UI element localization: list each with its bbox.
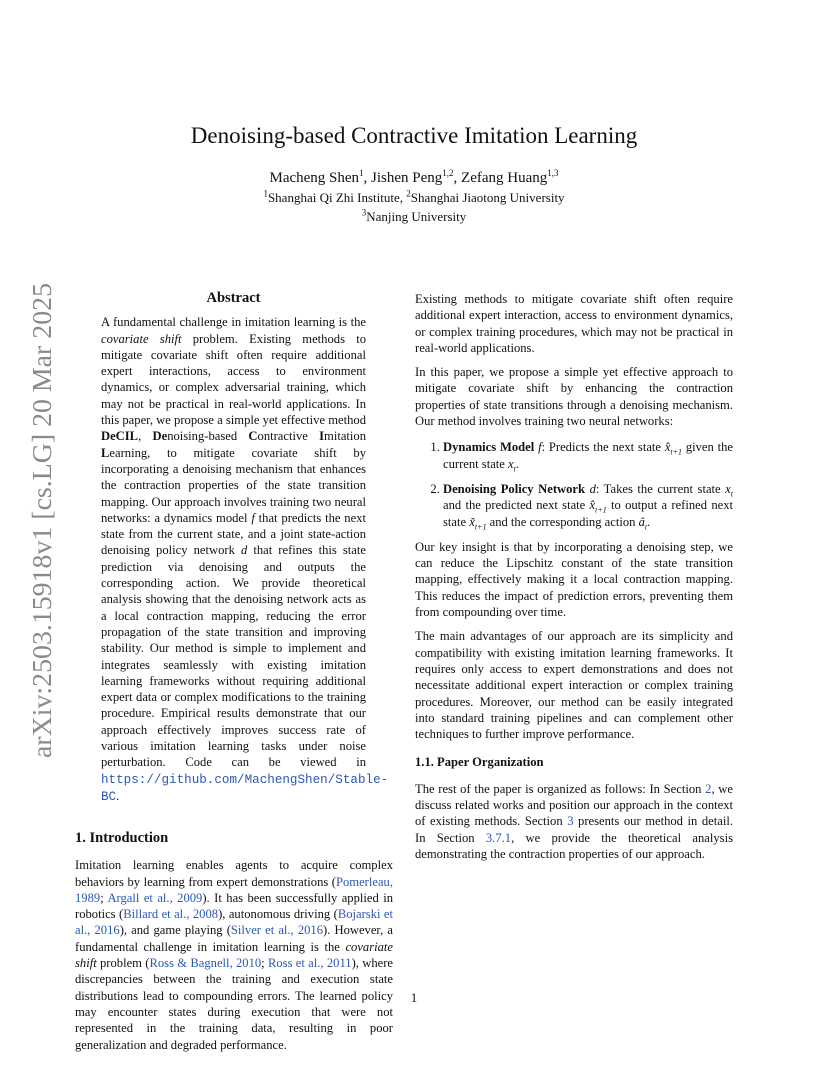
list-item-denoising-policy <box>443 481 733 530</box>
abstract-text: , <box>138 429 153 444</box>
acronym-word: noising-based <box>167 429 249 444</box>
paper-title: Denoising-based Contractive Imitation Learning <box>190 123 638 148</box>
intro-text: ), and game playing ( <box>119 923 231 938</box>
list-text: and the corresponding action <box>486 514 639 529</box>
arxiv-stamp-text: arXiv:2503.15918v1 [cs.LG] 20 Mar 2025 <box>26 289 57 758</box>
affiliation-number: 1 <box>263 188 268 199</box>
paragraph-existing-methods: Existing methods to mitigate covariate shift often require additional expert interaction, access to environment dynamics, or complex training procedures, which may not be practical in real-world applications. <box>415 292 733 355</box>
list-text: to output a refined next state <box>443 498 733 529</box>
list-text: and the predicted next state <box>443 498 590 513</box>
affiliation-number: 2 <box>406 188 411 199</box>
citation-link[interactable]: Pomerleau, 1989 <box>75 874 393 905</box>
list-item-dynamics-model <box>443 439 733 472</box>
right-column <box>415 291 733 870</box>
org-text: , we provide the theoretical analysis demonstrating the contraction properties of our approach. <box>415 830 733 861</box>
affiliations-line-1: $^1$Shanghai Qi Zhi Institute, $^2$Shanghai Jiaotong University <box>263 188 565 205</box>
math-a-hat-t: $â_t$ <box>638 514 648 532</box>
list-text: . <box>647 514 651 529</box>
intro-text: ), where discrepancies between the training and execution state distributions lead to compounding errors. The learned policy may encounter states during execution that were not represented in the training data, resulting in poor generalization and degraded performance. <box>75 956 393 1052</box>
emphasis-term: covariate shift <box>75 939 393 971</box>
introduction-section <box>75 830 393 1053</box>
list-item-title: Dynamics Model <box>443 440 535 455</box>
paragraph-key-insight: Our key insight is that by incorporating a denoising step, we can reduce the Lipschitz constant of the state transition mapping, effectively making it a local contraction mapping. This reduces the impact of prediction errors, preventing them from compounding over time. <box>415 539 733 620</box>
list-text: : Predicts the next state <box>541 440 665 455</box>
acronym-letter: L <box>101 445 110 460</box>
intro-text: ; <box>261 956 268 971</box>
author-affiliation-mark: 1 <box>359 168 364 178</box>
abstract-heading: Abstract <box>206 290 261 306</box>
math-x-hat-t1: $x̂_{t+1}$ <box>664 440 683 457</box>
citation-link[interactable]: Billard et al., 2008 <box>123 907 219 922</box>
math-variable: f <box>251 510 255 525</box>
paragraph-proposal: In this paper, we propose a simple yet effective approach to mitigate covariate shift by enhancing the contraction properties of state transitions through a denoising mechanism. Our method involves training two neural networks: <box>415 365 733 429</box>
method-acronym: DeCIL <box>101 429 139 444</box>
abstract-section <box>101 290 389 805</box>
affiliations-line-2 <box>0 209 828 225</box>
abstract-text: problem. Existing methods to mitigate covariate shift often require additional expert interactions, access to environment dynamics, or complex adversarial training, which may not be practical in real-world applications. In this paper, we propose a simple yet effective method <box>101 331 367 428</box>
abstract-body <box>101 314 389 805</box>
emphasis-term: covariate shift <box>101 331 182 346</box>
org-text: , we discuss related works and position our approach in the context of existing methods. Section <box>415 781 733 829</box>
org-text: presents our method in detail. In Section <box>415 814 733 845</box>
citation-link[interactable]: Silver et al., 2016 <box>230 923 324 938</box>
section-link[interactable]: 3 <box>567 814 574 829</box>
author-name: Zefang Huang <box>461 170 548 186</box>
acronym-letter: C <box>248 429 258 444</box>
intro-text: ). However, a fundamental challenge in imitation learning is the <box>75 923 393 954</box>
citation-link[interactable]: Bojarski et al., 2016 <box>75 907 393 938</box>
code-url-link[interactable]: https://github.com/MachengShen/Stable-BC <box>101 772 389 804</box>
abstract-text: A fundamental challenge in imitation learning is the <box>101 315 366 330</box>
math-x-t: $x_t$ <box>725 481 733 499</box>
paper-organization-heading: 1.1. Paper Organization <box>415 755 544 770</box>
math-x-hat-t1: $x̂_{t+1}$ <box>589 498 607 515</box>
acronym-letter: I <box>319 429 325 444</box>
section-link[interactable]: 2 <box>705 781 712 796</box>
page-number: 1 <box>410 990 418 1005</box>
math-variable: d <box>589 481 596 496</box>
abstract-text: that refines this state prediction via denoising and outputs the corresponding action. We provide theoretical analysis showing that the denoising network acts as a local contraction mapping, reducing the error propagation of the state transition and improving stability. Our method is simple to implement and integrates seamlessly with existing imitation learning frameworks without requiring additional expert data or complex modifications to the training procedure. Empirical results demonstrate that our approach effectively improves success rate of various imitation learning tasks under noise perturbation. Code can be viewed in <box>101 543 366 770</box>
abstract-text: , to mitigate covariate shift by incorporating a denoising mechanism that enhances the contraction properties of the state transition mapping. Our approach involves training two neural networks: a dynamics model <box>101 445 366 525</box>
intro-text: ; <box>100 890 108 905</box>
author-list: Macheng Shen$^1$, Jishen Peng$^{1,2}$, Zefang Huang$^{1,3}$ <box>269 168 559 186</box>
paragraph-advantages: The main advantages of our approach are its simplicity and compatibility with existing imitation learning frameworks. It requires only access to expert demonstrations and does not necessitate additional expert interaction or complex training procedures. Moreover, our method can be easily integrated into standard training pipelines and can complement other techniques to further improve performance. <box>415 629 733 742</box>
math-x-t: $x_t$ <box>508 456 516 474</box>
author-affiliation-mark: 1,2 <box>442 168 454 178</box>
abstract-text: . <box>116 788 120 803</box>
math-variable: f <box>538 440 542 455</box>
introduction-heading: 1. Introduction <box>75 830 169 846</box>
acronym-word: earning <box>109 445 148 460</box>
list-text: . <box>515 456 520 471</box>
citation-link[interactable]: Ross et al., 2011 <box>267 956 352 971</box>
author-name: Macheng Shen <box>269 170 360 186</box>
citation-link[interactable]: Ross & Bagnell, 2010 <box>149 956 262 971</box>
affiliation-number: 3 <box>361 207 367 218</box>
arxiv-stamp <box>16 283 60 758</box>
paragraph-organization <box>415 781 733 862</box>
citation-link[interactable]: Argall et al., 2009 <box>107 890 203 905</box>
affiliation-name: Shanghai Qi Zhi Institute <box>267 190 400 205</box>
network-list <box>415 439 733 532</box>
acronym-word: mitation <box>324 429 367 444</box>
arxiv-stamp-svg <box>16 283 60 758</box>
list-item-title: Denoising Policy Network <box>443 481 586 496</box>
affiliation-name: Nanjing University <box>366 209 467 224</box>
acronym-letter: De <box>152 429 168 444</box>
list-text: given the current state <box>443 440 733 471</box>
list-text: : Takes the current state <box>595 481 726 496</box>
section-link[interactable]: 3.7.1 <box>485 830 512 845</box>
intro-text: Imitation learning enables agents to acquire complex behaviors by learning from expert demonstrations ( <box>75 858 393 889</box>
introduction-body <box>75 857 393 1053</box>
intro-text: ), autonomous driving ( <box>218 907 338 922</box>
abstract-text: that predicts the next state from the current state, and a joint state-action denoising policy network <box>101 510 366 558</box>
org-text: The rest of the paper is organized as follows: In Section <box>415 781 706 796</box>
acronym-word: ontractive <box>257 429 320 444</box>
math-variable: d <box>240 543 248 558</box>
author-affiliation-mark: 1,3 <box>547 168 559 178</box>
author-name: Jishen Peng <box>371 170 443 186</box>
affiliation-name: Shanghai Jiaotong University <box>410 190 565 205</box>
intro-text: problem ( <box>96 956 150 971</box>
math-x-tilde-t1: $x̃_{t+1}$ <box>469 514 487 532</box>
intro-text: ). It has been successfully applied in robotics ( <box>75 890 393 922</box>
